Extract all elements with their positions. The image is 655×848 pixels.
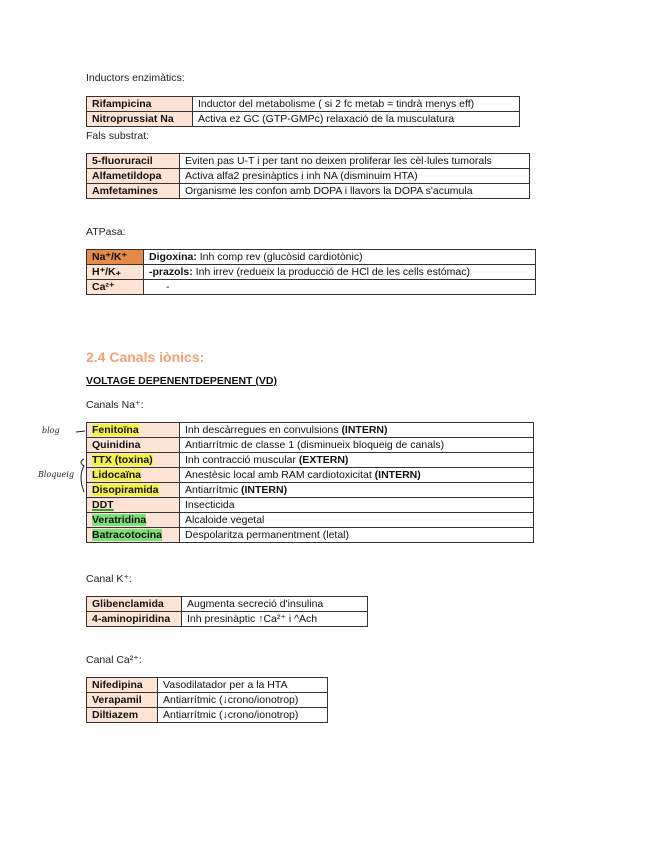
drug-name-text: DDT [92, 499, 114, 511]
drug-effect-text: Inh descàrregues en convulsions [185, 424, 342, 436]
na-table [86, 422, 534, 543]
drug-effect [144, 250, 536, 265]
drug-name: Digoxina: [149, 251, 197, 263]
drug-effect: Activa ez GC (GTP-GMPc) relaxació de la musculatura [193, 112, 520, 127]
inductors-title: Inductors enzimàtics: [86, 72, 185, 84]
drug-effect [180, 498, 534, 513]
drug-name: Nitroprussiat Na [87, 112, 193, 127]
table-row [87, 693, 328, 708]
drug-effect [180, 453, 534, 468]
drug-effect-text: Inh contracció muscular [185, 454, 299, 466]
drug-effect [180, 423, 534, 438]
table-row [87, 280, 536, 295]
drug-name: Rifampicina [87, 97, 193, 112]
table-row [87, 468, 534, 483]
drug-name [87, 453, 180, 468]
ca-table [86, 677, 328, 723]
drug-effect-text: - [166, 281, 170, 293]
pump-name: Ca²⁺ [87, 280, 144, 295]
drug-name: Alfametildopa [87, 169, 180, 184]
table-row [87, 597, 368, 612]
inductors-table [86, 96, 520, 127]
atpasa-title: ATPasa: [86, 226, 126, 238]
drug-effect-text: Antiarrítmic [185, 484, 242, 496]
table-row [87, 250, 536, 265]
drug-name [87, 528, 180, 543]
table-row [87, 513, 534, 528]
drug-effect: Antiarrítmic (↓crono/ionotrop) [158, 708, 328, 723]
k-title: Canal K⁺: [86, 573, 132, 585]
table-row [87, 483, 534, 498]
table-row [87, 528, 534, 543]
drug-name-text: Veratridina [92, 514, 147, 526]
k-table [86, 596, 368, 627]
fals-table [86, 153, 530, 199]
drug-effect-text: Alcaloide vegetal [185, 514, 265, 526]
drug-effect [180, 513, 534, 528]
drug-effect-text: Anestèsic local amb RAM cardiotoxicitat [185, 469, 375, 481]
drug-name: 5-fluoruracil [87, 154, 180, 169]
drug-tag: (INTERN) [374, 469, 421, 481]
drug-effect [180, 483, 534, 498]
fals-title: Fals substrat: [86, 130, 150, 142]
pump-name: Na⁺/K⁺ [87, 250, 144, 265]
drug-effect-text: Inh comp rev (glucòsid cardiotònic) [196, 251, 363, 263]
drug-name-text: Disopiramida [92, 484, 159, 496]
table-row [87, 612, 368, 627]
drug-tag: (EXTERN) [298, 454, 349, 466]
drug-name [87, 423, 180, 438]
drug-name: Quinidina [87, 438, 180, 453]
table-row [87, 112, 520, 127]
drug-effect: Antiarrítmic (↓crono/ionotrop) [158, 693, 328, 708]
pump-name: H⁺/K₊ [87, 265, 144, 280]
drug-effect [144, 265, 536, 280]
vd-heading: VOLTAGE DEPENENTDEPENENT (VD) [86, 375, 277, 387]
table-row [87, 154, 530, 169]
na-title: Canals Na⁺: [86, 399, 144, 411]
drug-effect [180, 438, 534, 453]
drug-effect: Activa alfa2 presinàptics i inh NA (disminuim HTA) [180, 169, 530, 184]
drug-name: -prazols: [149, 266, 193, 278]
drug-effect: Eviten pas U-T i per tant no deixen proliferar les cèl·lules tumorals [180, 154, 530, 169]
section-heading: 2.4 Canals iònics: [86, 349, 205, 365]
drug-name-text: Batracotocina [92, 529, 163, 541]
drug-name: Verapamil [87, 693, 158, 708]
drug-name: Nifedipina [87, 678, 158, 693]
drug-name-text: TTX (toxina) [92, 454, 153, 466]
handwritten-note: blog [42, 426, 60, 435]
drug-effect: Inh presinàptic ↑Ca²⁺ i ^Ach [182, 612, 368, 627]
drug-name-text: Fenitoïna [92, 424, 139, 436]
drug-effect [144, 280, 536, 295]
drug-name [87, 498, 180, 513]
drug-tag: (INTERN) [241, 484, 288, 496]
ca-title: Canal Ca²⁺: [86, 654, 142, 666]
drug-effect-text: Despolaritza permanentment (letal) [185, 529, 349, 541]
table-row [87, 498, 534, 513]
table-row [87, 453, 534, 468]
table-row [87, 97, 520, 112]
drug-name: Amfetamines [87, 184, 180, 199]
drug-name-text: Lidocaïna [92, 469, 142, 481]
drug-name [87, 468, 180, 483]
drug-effect-text: Antiarrítmic de classe 1 (disminueix bloqueig de canals) [185, 439, 445, 451]
drug-name [87, 513, 180, 528]
table-row [87, 265, 536, 280]
handwritten-note: Bloqueig [38, 470, 74, 479]
atpasa-table [86, 249, 536, 295]
drug-name: Diltiazem [87, 708, 158, 723]
table-row [87, 169, 530, 184]
table-row [87, 708, 328, 723]
table-row [87, 184, 530, 199]
drug-effect: Organisme les confon amb DOPA i llavors la DOPA s'acumula [180, 184, 530, 199]
drug-effect-text: Insecticida [185, 499, 235, 511]
table-row [87, 438, 534, 453]
drug-name: Glibenclamida [87, 597, 182, 612]
drug-tag: (INTERN) [341, 424, 388, 436]
drug-effect-text: Inh irrev (redueix la producció de HCl de les cells estómac) [192, 266, 470, 278]
drug-name: 4-aminopiridina [87, 612, 182, 627]
drug-effect: Augmenta secreció d'insulina [182, 597, 368, 612]
drug-effect: Vasodilatador per a la HTA [158, 678, 328, 693]
drug-effect [180, 528, 534, 543]
drug-effect: Inductor del metabolisme ( si 2 fc metab = tindrà menys eff) [193, 97, 520, 112]
drug-name [87, 483, 180, 498]
table-row [87, 423, 534, 438]
drug-effect [180, 468, 534, 483]
table-row [87, 678, 328, 693]
